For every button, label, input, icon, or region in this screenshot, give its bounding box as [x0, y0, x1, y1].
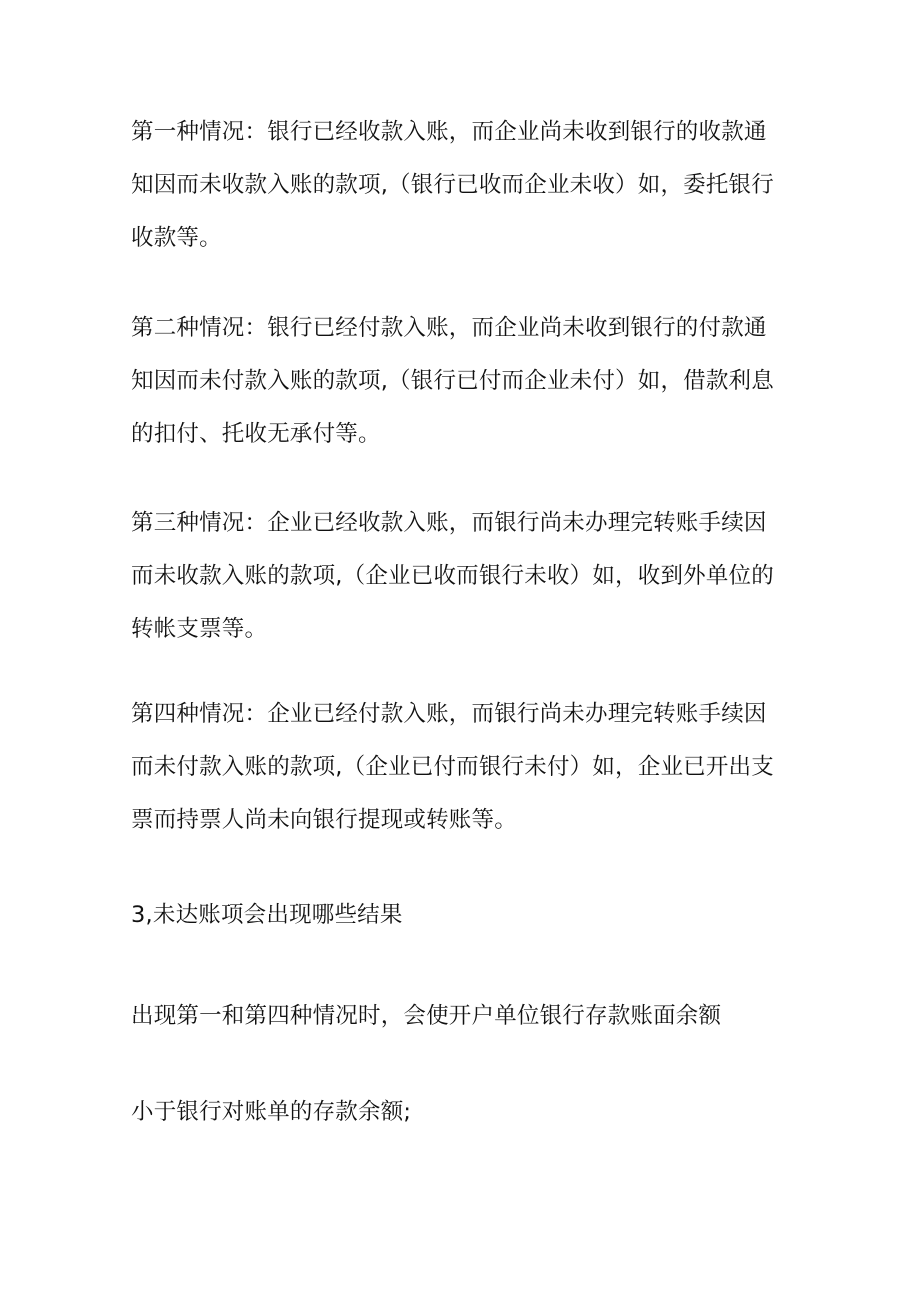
paragraph-case-three: 第三种情况：企业已经收款入账，而银行尚未办理完转账手续因 而未收款入账的款项,（企业已收而银行未收）如，收到外单位的 转帐支票等。	[131, 510, 774, 642]
paragraph-result-line-one: 出现第一和第四种情况时，会使开户单位银行存款账面余额	[131, 1003, 722, 1029]
section-heading-results: 3,未达账项会出现哪些结果	[131, 902, 403, 928]
paragraph-result-line-two: 小于银行对账单的存款余额;	[131, 1099, 412, 1125]
paragraph-case-two: 第二种情况：银行已经付款入账，而企业尚未收到银行的付款通 知因而未付款入账的款项,（银行已付而企业未付）如，借款利息 的扣付、托收无承付等。	[131, 315, 774, 447]
paragraph-case-one: 第一种情况：银行已经收款入账，而企业尚未收到银行的收款通 知因而未收款入账的款项,（银行已收而企业未收）如，委托银行 收款等。	[131, 119, 774, 251]
paragraph-case-four: 第四种情况：企业已经付款入账，而银行尚未办理完转账手续因 而未付款入账的款项,（企业已付而银行未付）如，企业已开出支 票而持票人尚未向银行提现或转账等。	[131, 701, 774, 833]
